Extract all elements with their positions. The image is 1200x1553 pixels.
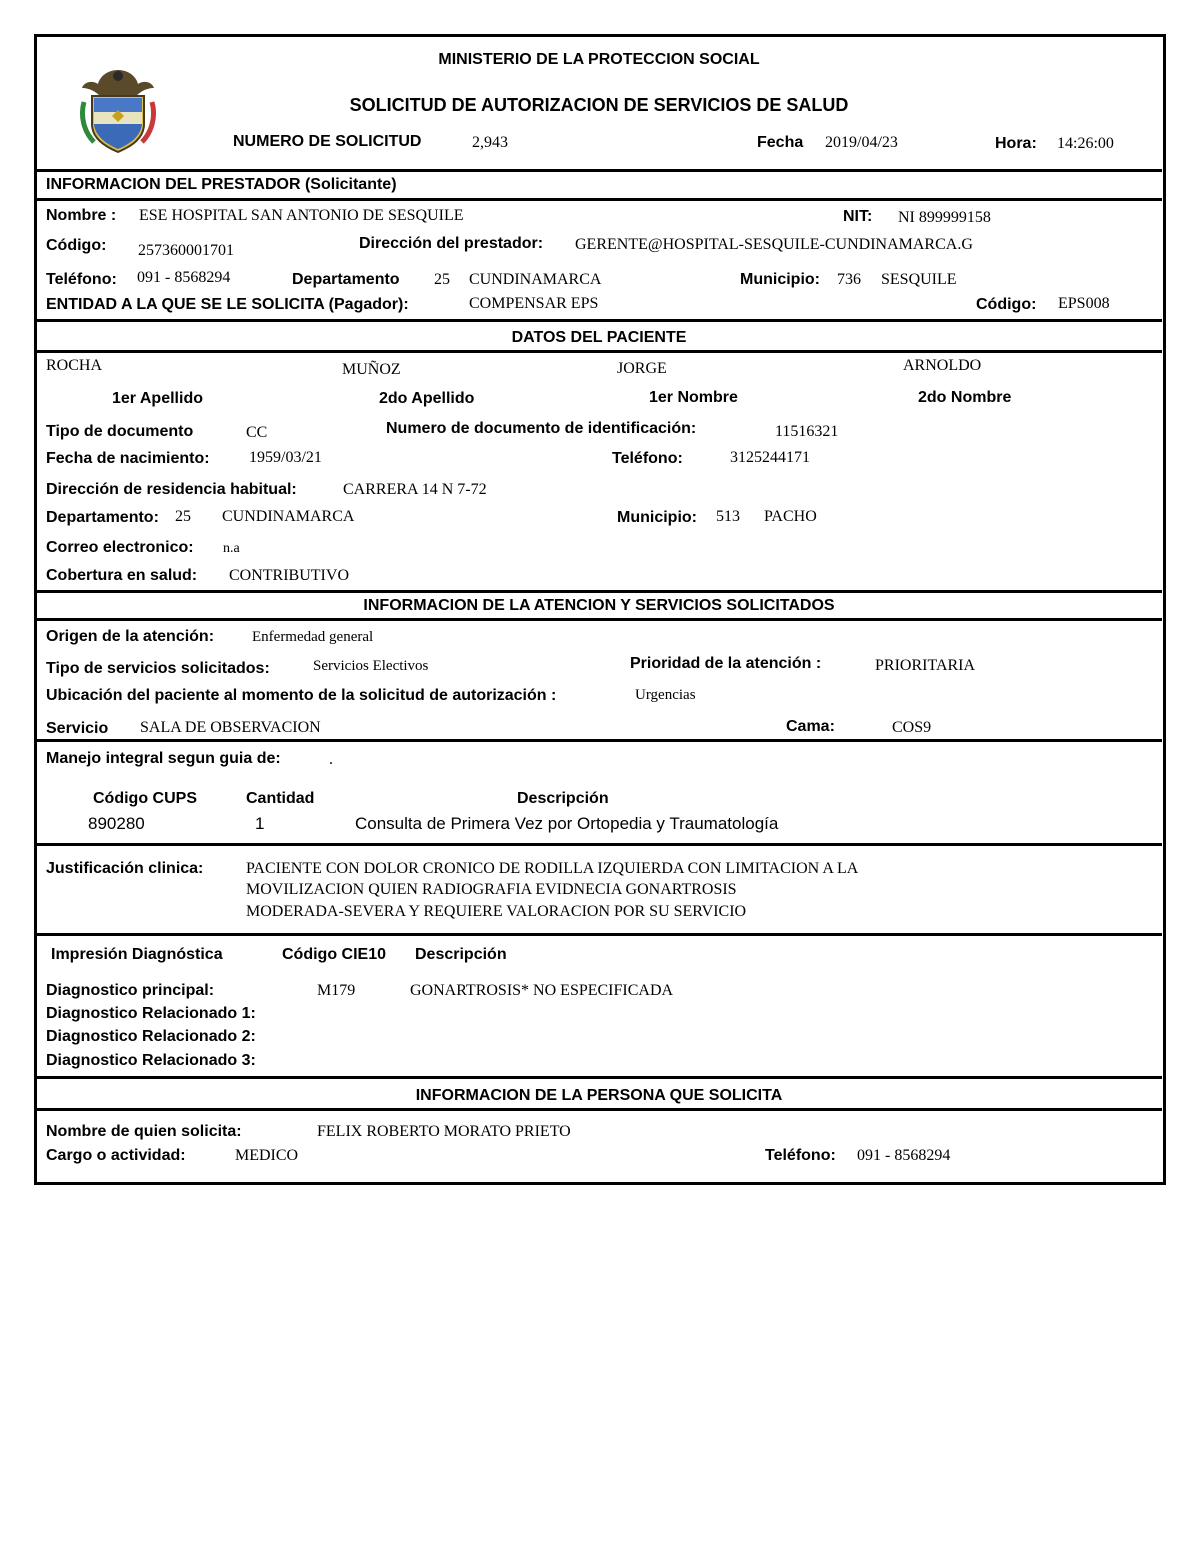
bed-value: COS9: [892, 719, 932, 736]
cups-row-quantity: 1: [255, 814, 265, 833]
origin-value: Enfermedad general: [252, 629, 374, 645]
service-value: SALA DE OBSERVACION: [140, 719, 321, 736]
coverage-value: CONTRIBUTIVO: [229, 567, 349, 584]
patient-municipality-label: Municipio:: [617, 509, 697, 526]
divider: [36, 169, 1162, 172]
guide-label: Manejo integral segun guia de:: [46, 750, 281, 767]
cups-description-header: Descripción: [517, 790, 609, 807]
doc-number: 11516321: [775, 423, 839, 440]
requester-name: FELIX ROBERTO MORATO PRIETO: [317, 1123, 571, 1140]
patient-municipality: PACHO: [764, 508, 817, 525]
requester-phone-label: Teléfono:: [765, 1147, 836, 1164]
provider-code: 257360001701: [138, 242, 234, 259]
time-value: 14:26:00: [1057, 135, 1114, 152]
email-label: Correo electronico:: [46, 539, 194, 556]
origin-label: Origen de la atención:: [46, 628, 215, 645]
diagnosis-description-header: Descripción: [415, 946, 507, 963]
requester-phone: 091 - 8568294: [857, 1147, 951, 1164]
patient-address: CARRERA 14 N 7-72: [343, 481, 487, 498]
provider-section-title: INFORMACION DEL PRESTADOR (Solicitante): [46, 176, 397, 193]
cups-code-header: Código CUPS: [93, 790, 197, 807]
justification-line-2: MOVILIZACION QUIEN RADIOGRAFIA EVIDNECIA GONARTROSIS: [246, 881, 737, 898]
cups-quantity-header: Cantidad: [246, 790, 315, 807]
ministry-title: MINISTERIO DE LA PROTECCION SOCIAL: [438, 51, 760, 68]
provider-municipality-code: 736: [837, 271, 861, 288]
birth-value: 1959/03/21: [249, 449, 322, 466]
patient-address-label: Dirección de residencia habitual:: [46, 481, 297, 498]
divider: [36, 1108, 1162, 1111]
main-diagnosis-label: Diagnostico principal:: [46, 982, 215, 999]
patient-department: CUNDINAMARCA: [222, 508, 355, 525]
nit-label: NIT:: [843, 208, 873, 225]
provider-address-label: Dirección del prestador:: [359, 235, 544, 252]
justification-line-1: PACIENTE CON DOLOR CRONICO DE RODILLA IZQUIERDA CON LIMITACION A LA: [246, 860, 859, 877]
patient-phone: 3125244171: [730, 449, 810, 466]
justification-label: Justificación clinica:: [46, 860, 204, 877]
birth-label: Fecha de nacimiento:: [46, 450, 210, 467]
provider-code-label: Código:: [46, 237, 107, 254]
provider-name-label: Nombre :: [46, 207, 117, 224]
patient-first-name-1: JORGE: [617, 360, 667, 377]
requester-role: MEDICO: [235, 1147, 299, 1164]
payer-code: EPS008: [1058, 295, 1110, 312]
payer-label: ENTIDAD A LA QUE SE LE SOLICITA (Pagador):: [46, 296, 409, 313]
service-label: Servicio: [46, 720, 109, 737]
service-type-value: Servicios Electivos: [313, 658, 429, 674]
request-number-label: NUMERO DE SOLICITUD: [233, 133, 422, 150]
provider-department-code: 25: [434, 271, 450, 288]
payer-code-label: Código:: [976, 296, 1037, 313]
doc-type: CC: [246, 424, 268, 441]
divider: [36, 1076, 1162, 1079]
diagnosis-header: Impresión Diagnóstica: [51, 946, 223, 963]
date-label: Fecha: [757, 134, 804, 151]
divider: [36, 618, 1162, 621]
related-diagnosis-1-label: Diagnostico Relacionado 1:: [46, 1005, 256, 1022]
payer-value: COMPENSAR EPS: [469, 295, 599, 312]
cups-row-code: 890280: [88, 814, 145, 833]
first-name-1-label: 1er Nombre: [649, 389, 738, 406]
requester-section-title: INFORMACION DE LA PERSONA QUE SOLICITA: [415, 1087, 783, 1104]
location-value: Urgencias: [635, 687, 696, 703]
provider-department-label: Departamento: [292, 271, 400, 288]
justification-line-3: MODERADA-SEVERA Y REQUIERE VALORACION POR SU SERVICIO: [246, 903, 747, 920]
divider: [36, 198, 1162, 201]
coverage-label: Cobertura en salud:: [46, 567, 198, 584]
request-number: 2,943: [472, 134, 508, 151]
related-diagnosis-2-label: Diagnostico Relacionado 2:: [46, 1028, 256, 1045]
cups-row-description: Consulta de Primera Vez por Ortopedia y Traumatología: [355, 814, 779, 833]
last-name-2-label: 2do Apellido: [379, 390, 475, 407]
related-diagnosis-3-label: Diagnostico Relacionado 3:: [46, 1052, 256, 1069]
provider-phone-label: Teléfono:: [46, 271, 117, 288]
cie10-header: Código CIE10: [282, 946, 387, 963]
provider-name: ESE HOSPITAL SAN ANTONIO DE SESQUILE: [139, 207, 464, 224]
priority-label: Prioridad de la atención :: [630, 655, 822, 672]
provider-municipality: SESQUILE: [881, 271, 957, 288]
page-title: SOLICITUD DE AUTORIZACION DE SERVICIOS DE SALUD: [349, 95, 849, 115]
divider: [36, 319, 1162, 322]
divider: [36, 843, 1162, 846]
requester-role-label: Cargo o actividad:: [46, 1147, 186, 1164]
priority-value: PRIORITARIA: [875, 657, 976, 674]
requester-name-label: Nombre de quien solicita:: [46, 1123, 242, 1140]
provider-municipality-label: Municipio:: [740, 271, 820, 288]
doc-type-label: Tipo de documento: [46, 423, 194, 440]
patient-phone-label: Teléfono:: [612, 450, 683, 467]
main-diagnosis-description: GONARTROSIS* NO ESPECIFICADA: [410, 982, 674, 999]
doc-number-label: Numero de documento de identificación:: [386, 420, 697, 437]
email-value: n.a: [223, 541, 240, 556]
patient-municipality-code: 513: [716, 508, 740, 525]
provider-department: CUNDINAMARCA: [469, 271, 602, 288]
time-label: Hora:: [995, 135, 1037, 152]
provider-phone: 091 - 8568294: [137, 269, 231, 286]
bed-label: Cama:: [786, 718, 835, 735]
first-name-2-label: 2do Nombre: [918, 389, 1012, 406]
guide-value: .: [329, 751, 333, 768]
attention-section-title: INFORMACION DE LA ATENCION Y SERVICIOS SOLICITADOS: [363, 597, 835, 614]
service-type-label: Tipo de servicios solicitados:: [46, 660, 270, 677]
patient-last-name-1: ROCHA: [46, 357, 103, 374]
divider: [36, 933, 1162, 936]
divider: [36, 350, 1162, 353]
patient-department-label: Departamento:: [46, 509, 159, 526]
location-label: Ubicación del paciente al momento de la solicitud de autorización :: [46, 687, 557, 704]
nit-value: NI 899999158: [898, 209, 991, 226]
divider: [36, 590, 1162, 593]
last-name-1-label: 1er Apellido: [112, 390, 203, 407]
date-value: 2019/04/23: [825, 134, 898, 151]
patient-first-name-2: ARNOLDO: [903, 357, 982, 374]
divider: [36, 739, 1162, 742]
provider-address: GERENTE@HOSPITAL-SESQUILE-CUNDINAMARCA.G: [575, 236, 973, 253]
patient-section-title: DATOS DEL PACIENTE: [511, 329, 687, 346]
main-diagnosis-code: M179: [317, 982, 356, 999]
patient-last-name-2: MUÑOZ: [342, 361, 401, 378]
patient-department-code: 25: [175, 508, 191, 525]
